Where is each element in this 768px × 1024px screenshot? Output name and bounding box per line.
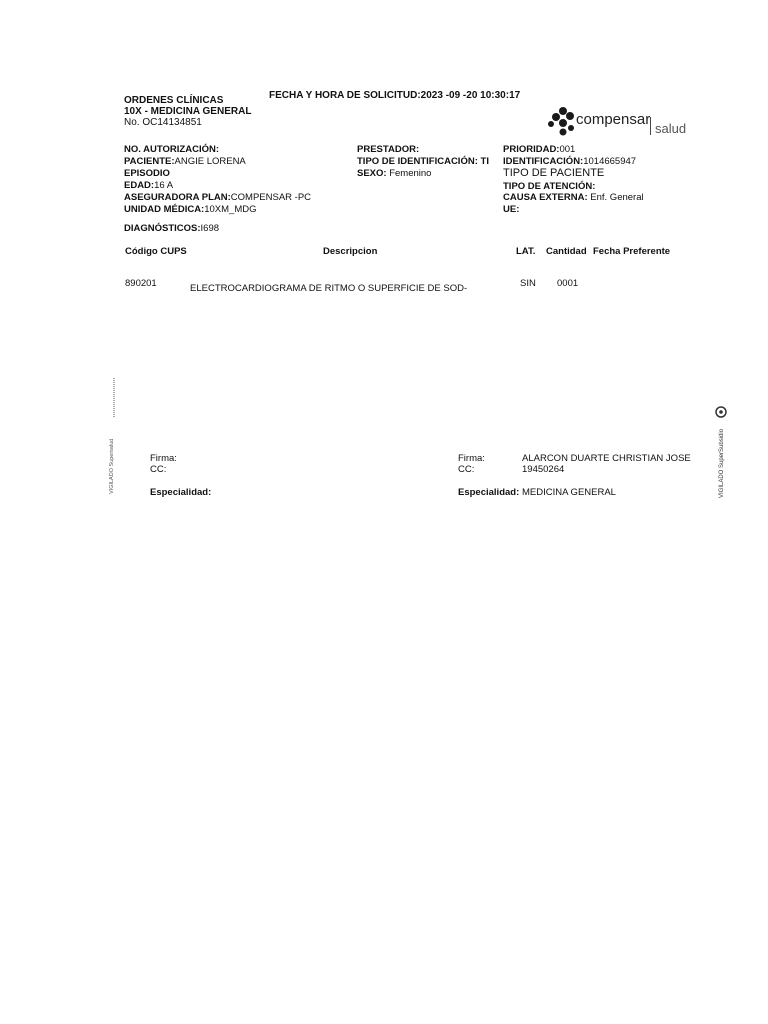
row-lat: SIN <box>520 278 536 289</box>
prioridad-label: PRIORIDAD: <box>503 144 560 155</box>
causa-value: Enf. General <box>590 192 644 203</box>
identificacion-label: IDENTIFICACIÓN: <box>503 156 584 167</box>
tipo-paciente-label: TIPO DE PACIENTE <box>503 167 605 179</box>
supersalud-stamp <box>107 376 119 496</box>
diagnosticos <box>124 223 219 234</box>
prioridad-value: 001 <box>559 144 576 155</box>
unidad-value: 10XM_MDG <box>204 204 257 215</box>
identificacion <box>503 156 636 167</box>
col-header-cantidad: Cantidad <box>546 246 587 257</box>
especialidad-right-label: Especialidad: <box>458 487 520 498</box>
cc-right-label: CC: <box>458 464 475 475</box>
compensar-logo-icon <box>546 106 576 136</box>
sexo-value: Femenino <box>389 168 432 179</box>
especialidad-left-label: Especialidad: <box>150 487 212 498</box>
ue <box>503 204 519 215</box>
logo-sub: salud <box>655 121 687 136</box>
episodio <box>124 168 170 179</box>
especialidad-right-value: MEDICINA GENERAL <box>522 487 616 498</box>
paciente-value: ANGIE LORENA <box>174 156 246 167</box>
firma-right-value: ALARCON DUARTE CHRISTIAN JOSE <box>522 453 691 464</box>
prioridad <box>503 144 575 155</box>
logo-brand: compensar <box>576 111 651 128</box>
col-header-descripcion: Descripcion <box>323 246 378 257</box>
sexo <box>357 168 431 179</box>
paciente-label: PACIENTE: <box>124 156 175 167</box>
episodio-label: EPISODIO <box>124 168 170 179</box>
supersubsidio-stamp-text: VIGILADO SuperSubsidio <box>719 428 725 498</box>
tipo-id-label: TIPO DE IDENTIFICACIÓN: <box>357 156 478 167</box>
unidad-label: UNIDAD MÉDICA: <box>124 204 205 215</box>
prestador <box>357 144 419 155</box>
document-subtitle: 10X - MEDICINA GENERAL <box>124 106 252 117</box>
edad-value: 16 A <box>154 180 174 191</box>
firma-left-label: Firma: <box>150 453 177 464</box>
aseguradora-value: COMPENSAR -PC <box>230 192 312 203</box>
no-autorizacion <box>124 144 219 155</box>
tipo-paciente <box>503 168 604 179</box>
row-codigo: 890201 <box>125 278 157 289</box>
diagnosticos-label: DIAGNÓSTICOS: <box>124 223 201 234</box>
no-autorizacion-label: NO. AUTORIZACIÓN: <box>124 144 219 155</box>
aseguradora <box>124 192 311 203</box>
sexo-label: SEXO: <box>357 168 387 179</box>
tipo-atencion-label: TIPO DE ATENCIÓN: <box>503 181 596 192</box>
ue-label: UE: <box>503 204 520 215</box>
col-header-codigo: Código CUPS <box>125 246 187 257</box>
col-header-lat: LAT. <box>516 246 536 257</box>
causa-label: CAUSA EXTERNA: <box>503 192 588 203</box>
edad-label: EDAD: <box>124 180 155 191</box>
edad <box>124 180 173 191</box>
cc-right-value: 19450264 <box>522 464 565 475</box>
col-header-fecha: Fecha Preferente <box>593 246 671 257</box>
order-number: No. OC14134851 <box>124 117 202 128</box>
cc-left-label: CC: <box>150 464 167 475</box>
logo-divider <box>650 117 651 135</box>
supersubsidio-stamp <box>712 405 728 500</box>
causa-externa <box>503 192 644 203</box>
prestador-label: PRESTADOR: <box>357 144 420 155</box>
tipo-atencion <box>503 181 595 192</box>
row-descripcion: ELECTROCARDIOGRAMA DE RITMO O SUPERFICIE DE SOD- <box>190 283 468 294</box>
firma-right-label: Firma: <box>458 453 485 464</box>
identificacion-value: 1014665947 <box>583 156 637 167</box>
tipo-id-value: TI <box>480 156 489 167</box>
diagnosticos-value: I698 <box>200 223 220 234</box>
document-title: ORDENES CLÍNICAS <box>124 95 224 106</box>
supersalud-stamp-text: VIGILADO Supersalud <box>109 438 115 494</box>
aseguradora-label: ASEGURADORA PLAN: <box>124 192 231 203</box>
tipo-identificacion <box>357 156 489 167</box>
unidad-medica <box>124 204 256 215</box>
request-datetime: FECHA Y HORA DE SOLICITUD:2023 -09 -20 10:30:17 <box>269 90 521 101</box>
paciente <box>124 156 246 167</box>
row-cantidad: 0001 <box>557 278 579 289</box>
